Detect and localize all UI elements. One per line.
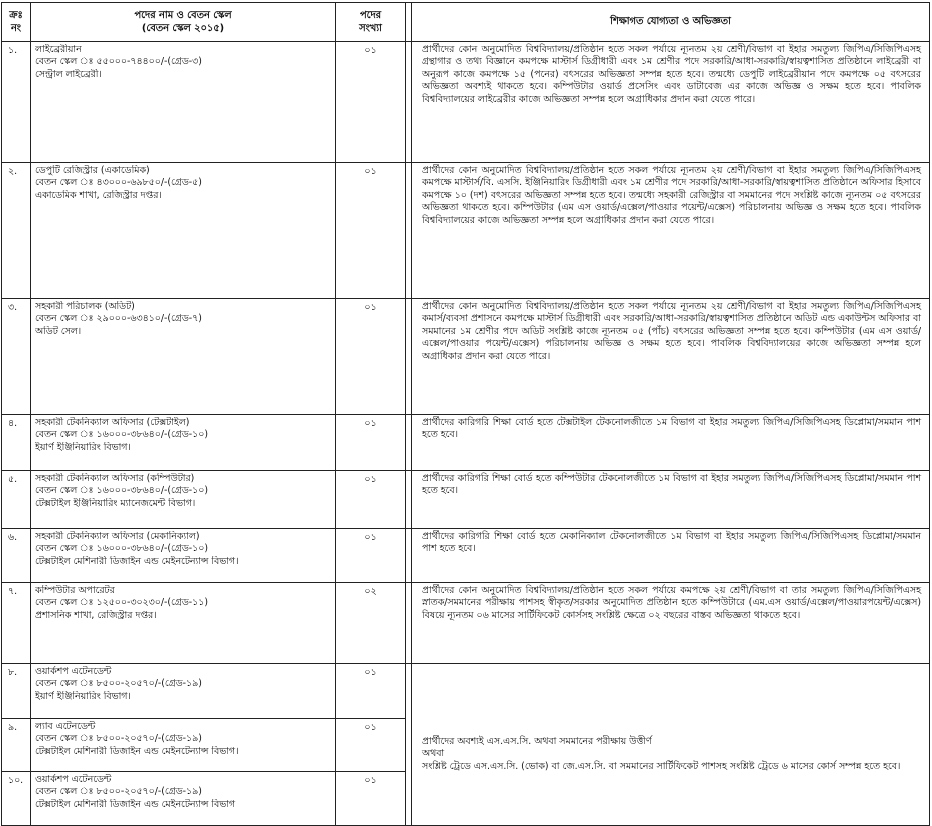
- count-cell: ০১: [336, 471, 406, 529]
- pay-scale: বেতন স্কেল ঃ ১৬০০০-৩৮৬৪০/-(গ্রেড-১০): [35, 485, 208, 497]
- post-cell: [31, 664, 336, 719]
- count-cell: ০২: [336, 583, 406, 664]
- post-name: কম্পিউটার অপারেটর: [35, 585, 115, 596]
- count-cell: ০১: [336, 719, 406, 772]
- count-cell: ০১: [336, 415, 406, 471]
- qualification-cell: প্রার্থীদের কারিগরি শিক্ষা বোর্ড হতে মেকানিক্যাল টেকনোলজীতে ১ম বিভাগ বা ইহার সমতুল্য জিপিএ/সিজিপিএসহ ডিপ্লোমা/সমমান পাশ হতে হবে।: [412, 529, 930, 583]
- post-name: ডেপুটি রেজিস্ট্রার (একাডেমিক): [35, 165, 150, 176]
- post-cell: [31, 42, 336, 163]
- serial-cell: ১০.: [2, 772, 31, 826]
- table-row: [2, 42, 930, 163]
- qualification-cell: প্রার্থীদের কোন অনুমোদিত বিশ্ববিদ্যালয়/প্রতিষ্ঠান হতে সকল পর্যায়ে ন্যূনতম ২য় শ্রেণী/বিভাগ বা ইহার সমতুল্য জিপিএ/সিজিপিএসহ কমার্স/ব্যবসা প্রশাসনে কমপক্ষে মাস্টার্স ডিগ্রীধারী এবং সরকারি/আধা-সরকারি/স্বায়ত্বশাসিত প্রতিষ্ঠানে অডিট এন্ড একাউন্টস অফিসার বা সমমানের ১ম শ্রেণীর পদে অডিট সংশ্লিষ্ট কাজে ন্যূনতম ০৫ (পাঁচ) বৎসরের অভিজ্ঞতা সম্পন্ন হতে হবে। কম্পিউটার (এম এস ওয়ার্ড/এক্সেল/পাওয়ার পয়েন্ট/এক্সেস) পরিচালনায় অভিজ্ঞ ও সক্ষম হতে হবে। পাবলিক বিশ্ববিদ্যালয়ের কাজে অভিজ্ঞতা সম্পন্ন হলে অগ্রাধিকার প্রদান করা যেতে পারে।: [412, 299, 930, 415]
- serial-cell: ২.: [2, 163, 31, 299]
- pay-scale: বেতন স্কেল ঃ ৪৩০০০-৬৯৮৫০/-(গ্রেড-৫): [35, 177, 202, 189]
- pay-scale: বেতন স্কেল ঃ ৮৫০০-২০৫৭০/-(গ্রেড-১৯): [35, 786, 202, 798]
- post-name: ল্যাব এটেনডেন্ট: [35, 721, 96, 732]
- serial-cell: ১.: [2, 42, 31, 163]
- table-header-row: [2, 3, 930, 42]
- merged-qualification-line: সংশ্লিষ্ট ট্রেডে এস.এস.সি. (ভোক) বা জে.এস.সি. বা সমমানের সার্টিফিকেট পাশসহ সংশ্লিষ্ট ট্রেডে ৬ মাসের কোর্স সম্পন্ন হতে হবে।: [422, 760, 901, 772]
- post-cell: [31, 471, 336, 529]
- office-name: ইয়ার্ণ ইঞ্জিনিয়ারিং বিভাগ।: [35, 441, 131, 453]
- serial-cell: ৩.: [2, 299, 31, 415]
- serial-cell: ৬.: [2, 529, 31, 583]
- table-row: [2, 163, 930, 299]
- table-row: [2, 529, 930, 583]
- qualification-cell: প্রার্থীদের কোন অনুমোদিত বিশ্ববিদ্যালয়/প্রতিষ্ঠান হতে সকল পর্যায়ে কমপক্ষে ২য় শ্রেণী/বিভাগ বা তার সমতুল্য জিপিএ/সিজিপিএসহ স্নাতক/সমমানের পরীক্ষায় পাশসহ স্বীকৃত/সরকার অনুমোদিত প্রতিষ্ঠান হতে কম্পিউটারে (এম.এস ওয়ার্ড/এক্সেল/পাওয়ারপয়েন্ট/এক্সেস) বিষয়ে ন্যূনতম ০৬ মাসের সার্টিফিকেট কোর্সসহ সংশ্লিষ্ট ক্ষেত্রে ০২ বছরের বাস্তব অভিজ্ঞতা থাকতে হবে।: [412, 583, 930, 664]
- post-name: লাইব্রেরীয়ান: [35, 44, 82, 55]
- office-name: সেন্ট্রাল লাইব্রেরী।: [35, 68, 102, 80]
- post-cell: [31, 299, 336, 415]
- serial-cell: ৪.: [2, 415, 31, 471]
- count-cell: ০১: [336, 299, 406, 415]
- post-cell: [31, 772, 336, 826]
- serial-cell: ৯.: [2, 719, 31, 772]
- serial-cell: ৭.: [2, 583, 31, 664]
- post-name: সহকারী টেকনিক্যাল অফিসার (টেক্সটাইল): [35, 417, 190, 428]
- post-cell: [31, 583, 336, 664]
- office-name: টেক্সটাইল মেশিনারী ডিজাইন এন্ড মেইনটেন্যান্স বিভাগ।: [35, 555, 239, 567]
- pay-scale: বেতন স্কেল ঃ ১৬০০০-৩৮৬৪০/-(গ্রেড-১০): [35, 429, 208, 441]
- office-name: টেক্সটাইল ইঞ্জিনিয়ারিং ম্যানেজমেন্ট বিভাগ।: [35, 497, 196, 509]
- table-row: [2, 415, 930, 471]
- pay-scale: বেতন স্কেল ঃ ১৬০০০-৩৮৬৪০/-(গ্রেড-১০): [35, 543, 208, 555]
- merged-qualification-or: অথবা: [422, 748, 445, 760]
- qualification-cell: প্রার্থীদের কোন অনুমোদিত বিশ্ববিদ্যালয়/প্রতিষ্ঠান হতে সকল পর্যায়ে ন্যূনতম ২য় শ্রেণী/বিভাগ বা ইহার সমতুল্য জিপিএ/সিজিপিএসহ কমপক্ষে মাস্টার্স/বি. এসসি. ইঞ্জিনিয়ারিং ডিগ্রীধারী এবং ১ম শ্রেণীর পদে সরকারি/আধা-সরকারি/স্বায়ত্বশাসিত প্রতিষ্ঠানে অফিসার হিসাবে কমপক্ষে ১০ (দশ) বৎসরের অভিজ্ঞতা সম্পন্ন হতে হবে। তন্মধ্যে সহকারী রেজিস্ট্রার বা সমমানের পদে সংশ্লিষ্ট কাজে ন্যূনতম ০৫ বৎসরের অভিজ্ঞতা থাকতে হবে। কম্পিউটার (এম এস ওয়ার্ড/এক্সেল/পাওয়ার পয়েন্ট/এক্সেস) পরিচালনায় অভিজ্ঞ ও সক্ষম হতে হবে। পাবলিক বিশ্ববিদ্যালয়ের কাজে অভিজ্ঞতা সম্পন্ন হলে অগ্রাধিকার প্রদান করা যেতে পারে।: [412, 163, 930, 299]
- merged-qualification-line: প্রার্থীদের অবশ্যই এস.এস.সি. অথবা সমমানের পরীক্ষায় উত্তীর্ণ: [422, 735, 652, 747]
- office-name: একাডেমিক শাখা, রেজিস্ট্রার দপ্তর।: [35, 189, 162, 201]
- count-cell: ০১: [336, 772, 406, 826]
- post-name: ওয়ার্কশপ এটেনডেন্ট: [35, 666, 112, 677]
- pay-scale: বেতন স্কেল ঃ ৮৫০০-২০৫৭০/-(গ্রেড-১৯): [35, 678, 202, 690]
- office-name: টেক্সটাইল মেশিনারী ডিজাইন এন্ড মেইনটেন্যান্স বিভাগ।: [35, 745, 239, 757]
- serial-cell: ৫.: [2, 471, 31, 529]
- pay-scale: বেতন স্কেল ঃ ১২৫০০-৩০২৩০/-(গ্রেড-১১): [35, 597, 208, 609]
- post-cell: [31, 163, 336, 299]
- count-cell: ০১: [336, 529, 406, 583]
- office-name: ইয়ার্ণ ইঞ্জিনিয়ারিং বিভাগ।: [35, 690, 131, 702]
- merged-qualification-cell: [412, 664, 930, 826]
- serial-header: ক্রঃ নং: [2, 3, 31, 42]
- post-name: সহকারী পরিচালক (অডিট): [35, 301, 135, 312]
- count-cell: ০১: [336, 42, 406, 163]
- table-row: [2, 664, 930, 719]
- table-row: [2, 583, 930, 664]
- post-cell: [31, 529, 336, 583]
- pay-scale: বেতন স্কেল ঃ ৮৫০০-২০৫৭০/-(গ্রেড-১৯): [35, 733, 202, 745]
- table-row: [2, 471, 930, 529]
- office-name: অডিট সেল।: [35, 325, 82, 337]
- office-name: টেক্সটাইল মেশিনারী ডিজাইন এন্ড মেইনটেন্যান্স বিভাগ: [35, 798, 236, 810]
- post-cell: [31, 719, 336, 772]
- count-cell: ০১: [336, 664, 406, 719]
- pay-scale: বেতন স্কেল ঃ ৫৫০০০-৭৪৪০০/-(গ্রেড-৩): [35, 56, 202, 68]
- qualification-header: শিক্ষাগত যোগ্যতা ও অভিজ্ঞতা: [412, 3, 930, 42]
- qualification-cell: প্রার্থীদের কারিগরি শিক্ষা বোর্ড হতে কম্পিউটার টেকনোলজীতে ১ম বিভাগ বা ইহার সমতুল্য জিপিএ/সিজিপিএসহ ডিপ্লোমা/সমমান পাশ হতে হবে।: [412, 471, 930, 529]
- count-cell: ০১: [336, 163, 406, 299]
- pay-scale: বেতন স্কেল ঃ ২৯০০০-৬৩৪১০/-(গ্রেড-৭): [35, 313, 202, 325]
- qualification-cell: প্রার্থীদের কোন অনুমোদিত বিশ্ববিদ্যালয়/প্রতিষ্ঠান হতে সকল পর্যায়ে ন্যূনতম ২য় শ্রেণী/বিভাগ বা ইহার সমতুল্য জিপিএ/সিজিপিএসহ গ্রন্থাগার ও তথ্য বিজ্ঞানে কমপক্ষে মাস্টার্স ডিগ্রীধারী এবং ১ম শ্রেণীর পদে সরকারি/আধা-সরকারি/স্বায়ত্বশাসিত প্রতিষ্ঠানে লাইব্রেরী বা অনুরূপ কাজে কমপক্ষে ১৫ (পনের) বৎসরের অভিজ্ঞতা সম্পন্ন হতে হবে। তন্মধ্যে ডেপুটি লাইব্রেরীয়ান পদে কমপক্ষে ০৫ বৎসরের অভিজ্ঞতা অবশ্যই থাকতে হবে। কম্পিউটার ওয়ার্ড প্রসেসিং এবং ডাটাবেজ এর কাজে অভিজ্ঞ ও সক্ষম হতে হবে। পাবলিক বিশ্ববিদ্যালয়ের লাইব্রেরীর কাজে অভিজ্ঞতা সম্পন্ন হলে অগ্রাধিকার প্রদান করা যেতে পারে।: [412, 42, 930, 163]
- post-name: সহকারী টেকনিক্যাল অফিসার (মেকানিক্যাল): [35, 531, 200, 542]
- post-name: সহকারী টেকনিক্যাল অফিসার (কম্পিউটার): [35, 473, 195, 484]
- serial-cell: ৮.: [2, 664, 31, 719]
- count-header: পদের সংখ্যা: [336, 3, 406, 42]
- job-requirements-table: [1, 2, 930, 826]
- table-row: [2, 299, 930, 415]
- office-name: প্রশাসনিক শাখা, রেজিস্ট্রার দপ্তর।: [35, 609, 157, 621]
- post-header: পদের নাম ও বেতন স্কেল (বেতন স্কেল ২০১৫): [31, 3, 336, 42]
- post-cell: [31, 415, 336, 471]
- qualification-cell: প্রার্থীদের কারিগরি শিক্ষা বোর্ড হতে টেক্সটাইল টেকনোলজীতে ১ম বিভাগ বা ইহার সমতুল্য জিপিএ/সিজিপিএসহ ডিপ্লোমা/সমমান পাশ হতে হবে।: [412, 415, 930, 471]
- post-name: ওয়ার্কশপ এটেনডেন্ট: [35, 774, 112, 785]
